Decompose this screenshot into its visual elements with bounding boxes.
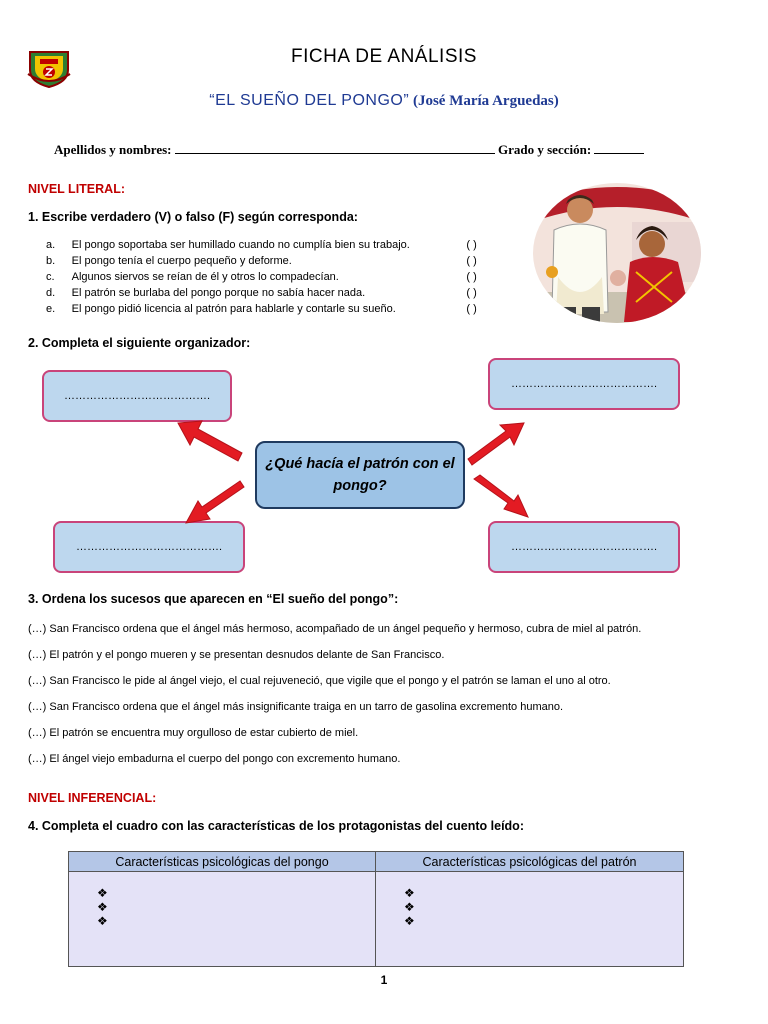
answer-blank[interactable]: ( )	[466, 271, 477, 283]
table-cell-pongo[interactable]	[69, 872, 376, 967]
question-4: 4. Completa el cuadro con las características de los protagonistas del cuento leído:	[28, 819, 524, 833]
list-item: c. Algunos siervos se reían de él y otros lo compadecían. ( )	[46, 269, 496, 285]
question-3: 3. Ordena los sucesos que aparecen en “El sueño del pongo”:	[28, 592, 399, 606]
arrow-top-left	[178, 421, 242, 461]
list-item: (…) San Francisco ordena que el ángel más hermoso, acompañado de un ángel pequeño y hermoso, cubra de miel al patrón.	[28, 623, 642, 635]
table-cell-patron[interactable]	[376, 872, 684, 967]
story-illustration	[532, 182, 702, 324]
organizer-box-bottom-left[interactable]: ………………………………….	[53, 521, 245, 573]
list-item: b. El pongo tenía el cuerpo pequeño y deforme. ( )	[46, 253, 496, 269]
organizer-arrows	[170, 415, 540, 530]
name-blank-line[interactable]	[175, 141, 495, 154]
section-inferencial: NIVEL INFERENCIAL:	[28, 791, 157, 805]
question-1: 1. Escribe verdadero (V) o falso (F) según corresponda:	[28, 210, 358, 224]
table-header-pongo: Características psicológicas del pongo	[69, 852, 376, 872]
diamond-bullet-icon: ❖	[404, 900, 415, 914]
list-item: e. El pongo pidió licencia al patrón para hablarle y contarle su sueño. ( )	[46, 301, 496, 317]
grade-blank-line[interactable]	[594, 141, 644, 154]
name-label: Apellidos y nombres:	[54, 142, 172, 157]
arrow-bottom-right	[474, 475, 528, 517]
question-2: 2. Completa el siguiente organizador:	[28, 336, 251, 350]
section-literal: NIVEL LITERAL:	[28, 182, 125, 196]
list-item: (…) San Francisco ordena que el ángel más insignificante traiga en un tarro de gasolina excremento humano.	[28, 701, 564, 713]
organizer-center: ¿Qué hacía el patrón con el pongo?	[255, 441, 465, 509]
answer-blank[interactable]: ( )	[466, 255, 477, 267]
list-item: (…) El patrón y el pongo mueren y se presentan desnudos delante de San Francisco.	[28, 649, 445, 661]
true-false-list	[46, 237, 496, 317]
diamond-bullet-icon: ❖	[404, 886, 415, 900]
list-item: a. El pongo soportaba ser humillado cuando no cumplía bien su trabajo. ( )	[46, 237, 496, 253]
organizer-box-top-left[interactable]: ………………………………….	[42, 370, 232, 422]
list-item: d. El patrón se burlaba del pongo porque no sabía hacer nada. ( )	[46, 285, 496, 301]
table-header-patron: Características psicológicas del patrón	[376, 852, 684, 872]
organizer-box-bottom-right[interactable]: ………………………………….	[488, 521, 680, 573]
answer-blank[interactable]: ( )	[466, 287, 477, 299]
diamond-bullet-icon: ❖	[97, 914, 108, 928]
answer-blank[interactable]: ( )	[466, 239, 477, 251]
answer-blank[interactable]: ( )	[466, 303, 477, 315]
list-item: (…) El patrón se encuentra muy orgulloso de estar cubierto de miel.	[28, 727, 359, 739]
story-heading	[0, 92, 768, 110]
story-title: “EL SUEÑO DEL PONGO”	[209, 92, 410, 109]
arrow-bottom-left	[186, 481, 244, 523]
list-item: (…) El ángel viejo embadurna el cuerpo del pongo con excremento humano.	[28, 753, 401, 765]
page-number: 1	[380, 973, 388, 987]
diamond-bullet-icon: ❖	[404, 914, 415, 928]
grade-label: Grado y sección:	[498, 142, 592, 157]
list-item: (…) San Francisco le pide al ángel viejo, el cual rejuveneció, que vigile que el pongo y el patrón se laman el uno al otro.	[28, 675, 611, 687]
diamond-bullet-icon: ❖	[97, 900, 108, 914]
page-title: FICHA DE ANÁLISIS	[291, 46, 477, 67]
arrow-top-right	[468, 423, 524, 465]
organizer-box-top-right[interactable]: ………………………………….	[488, 358, 680, 410]
story-author: (José María Arguedas)	[412, 93, 559, 109]
characteristics-table	[68, 851, 684, 967]
diamond-bullet-icon: ❖	[97, 886, 108, 900]
student-fields	[54, 141, 644, 158]
